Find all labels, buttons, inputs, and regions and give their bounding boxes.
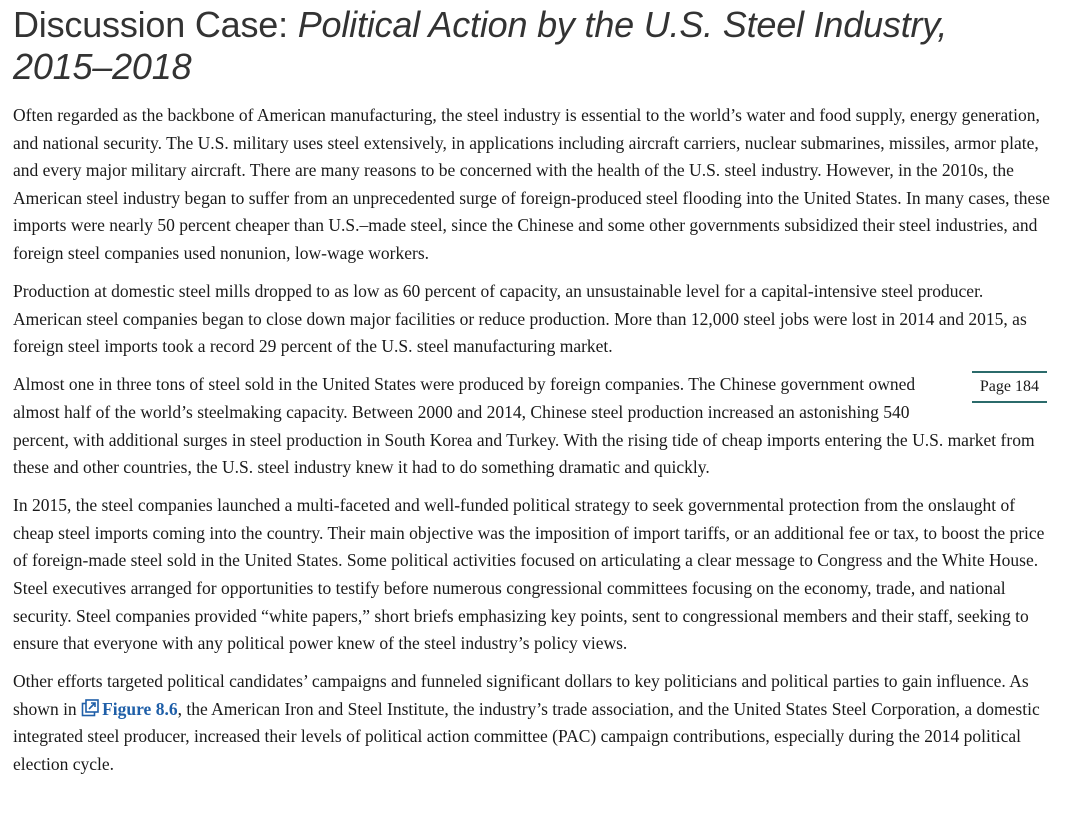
paragraph-5 [13, 668, 1053, 778]
paragraph-1: Often regarded as the backbone of American manufacturing, the steel industry is essential to the world’s water and food supply, energy generation, and national security. The U.S. military uses steel extensively, in applications including aircraft carriers, nuclear submarines, missiles, armor plate, and every major military aircraft. There are many reasons to be concerned with the health of the U.S. steel industry. However, in the 2010s, the American steel industry began to suffer from an unprecedented surge of foreign-produced steel flooding into the United States. In many cases, these imports were nearly 50 percent cheaper than U.S.–made steel, since the Chinese and some other governments subsidized their steel industries, and foreign steel companies used nonunion, low-wage workers. [13, 105, 1050, 263]
paragraph-5-after-link: , the American Iron and Steel Institute, the industry’s trade association, and the United States Steel Corporation, a domestic integrated steel producer, increased their levels of political action committee (PAC) campaign contributions, especially during the 2014 political election cycle. [13, 698, 1040, 775]
paragraph-3-text: Almost one in three tons of steel sold in the United States were produced by foreign companies. The Chinese government owned almost half of the world’s steelmaking capacity. Between 2000 and 2014, Chinese steel production increased an astonishing 540 percent, with additional surges in steel production in South Korea and Turkey. With the rising tide of cheap imports entering the U.S. market from these and other countries, the U.S. steel industry knew it had to do something dramatic and quickly. [13, 374, 1035, 478]
title-prefix: Discussion Case: [13, 4, 298, 45]
paragraph-3 [13, 371, 1053, 481]
external-link-icon [81, 698, 99, 716]
case-body [13, 102, 1053, 779]
paragraph-4: In 2015, the steel companies launched a multi-faceted and well-funded political strategy to seek governmental protection from the onslaught of cheap steel imports coming into the country. Their main objective was the imposition of import tariffs, or an additional fee or tax, to boost the price of foreign-made steel sold in the United States. Some political activities focused on articulating a clear message to Congress and the White House. Steel executives arranged for opportunities to testify before numerous congressional committees focusing on the economy, trade, and national security. Steel companies provided “white papers,” short briefs emphasizing key points, sent to congressional members and their staff, seeking to ensure that everyone with any political power knew of the steel industry’s policy views. [13, 495, 1045, 654]
page-title [13, 4, 1053, 88]
page-marker-wrap [972, 371, 1047, 403]
title-case-name: Political Action by the U.S. Steel Industry, 2015–2018 [13, 4, 948, 87]
paragraph-2: Production at domestic steel mills dropped to as low as 60 percent of capacity, an unsustainable level for a capital-intensive steel producer. American steel companies began to close down major facilities or reduce production. More than 12,000 steel jobs were lost in 2014 and 2015, as foreign steel imports took a record 29 percent of the U.S. steel manufacturing market. [13, 281, 1027, 357]
page-number-marker: Page 184 [972, 371, 1047, 403]
figure-8-6-link[interactable] [81, 699, 178, 719]
paragraph-5-before-link: Other efforts targeted political candidates’ campaigns and funneled significant dollars to key politicians and political parties to gain influence. As shown in [13, 671, 1029, 719]
discussion-case-page [13, 0, 1053, 789]
figure-link-text: Figure 8.6 [102, 698, 178, 719]
